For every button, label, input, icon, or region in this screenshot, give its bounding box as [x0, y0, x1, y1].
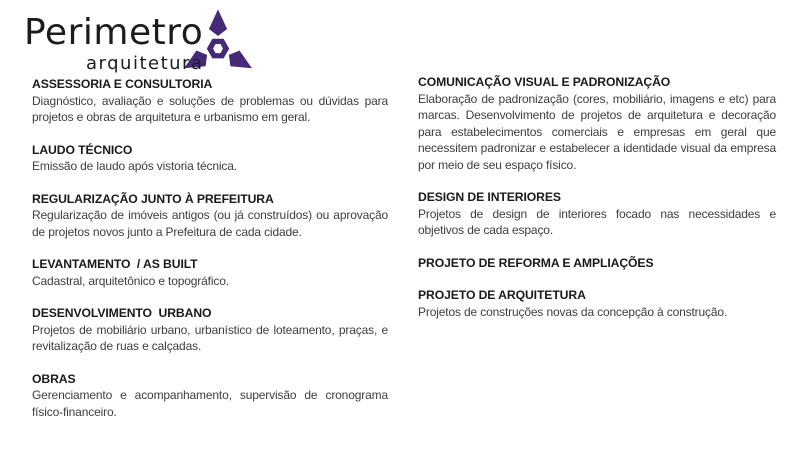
service-heading: REGULARIZAÇÃO JUNTO À PREFEITURA: [32, 191, 274, 206]
service-section-reforma-ampliacoes: [418, 255, 776, 272]
logo-sub-text: arquitetura: [86, 53, 204, 74]
service-description: Regularização de imóveis antigos (ou já construídos) ou aprovação de projetos novos junto a Prefeitura de cada cidade.: [32, 208, 388, 239]
service-section-obras: [32, 371, 388, 421]
service-heading: COMUNICAÇÃO VISUAL E PADRONIZAÇÃO: [418, 75, 671, 89]
service-section-assessoria: [32, 76, 388, 126]
service-section-levantamento: [32, 256, 388, 289]
service-description: Diagnóstico, avaliação e soluções de problemas ou dúvidas para projetos e obras de arquitetura e urbanismo em geral.: [32, 93, 388, 124]
service-heading: OBRAS: [32, 371, 76, 386]
service-section-projeto-arquitetura: [418, 287, 776, 320]
service-description: Projetos de design de interiores focado nas necessidades e objetivos de cada espaço.: [418, 206, 776, 237]
service-section-laudo-tecnico: [32, 142, 388, 175]
service-heading: LAUDO TÉCNICO: [32, 142, 133, 157]
service-section-design-interiores: [418, 189, 776, 239]
service-heading: DESENVOLVIMENTO URBANO: [32, 306, 212, 320]
services-right-column: [418, 74, 776, 320]
service-description: Cadastral, arquitetônico e topográfico.: [32, 273, 229, 288]
logo-brand-text: Perimetro: [24, 12, 204, 53]
service-heading: PROJETO DE ARQUITETURA: [418, 288, 586, 302]
service-heading: DESIGN DE INTERIORES: [418, 190, 561, 204]
logo: [24, 6, 259, 78]
service-description: Projetos de mobiliário urbano, urbanístico de loteamento, praças, e revitalização de ruas e calçadas.: [32, 322, 388, 353]
service-description: Gerenciamento e acompanhamento, supervisão de cronograma físico-financeiro.: [32, 388, 388, 419]
service-heading: PROJETO DE REFORMA E AMPLIAÇÕES: [418, 255, 654, 270]
service-heading: LEVANTAMENTO / AS BUILT: [32, 257, 198, 271]
service-section-comunicacao-visual: [418, 74, 776, 173]
service-section-desenvolvimento-urbano: [32, 305, 388, 355]
service-heading: ASSESSORIA E CONSULTORIA: [32, 77, 213, 91]
service-description: Elaboração de padronização (cores, mobiliário, imagens e etc) para marcas. Desenvolvimento de projetos de arquitetura e decoração para estabelecimentos comerciais e empresas em geral que necessitem padronizar e estabelecer a identidade visual da empresa por meio de seu espaço físico.: [418, 91, 776, 172]
service-description: Emissão de laudo após vistoria técnica.: [32, 159, 237, 173]
services-left-column: [32, 76, 388, 420]
service-description: Projetos de construções novas da concepção à construção.: [418, 304, 728, 319]
service-section-regularizacao: [32, 191, 388, 241]
